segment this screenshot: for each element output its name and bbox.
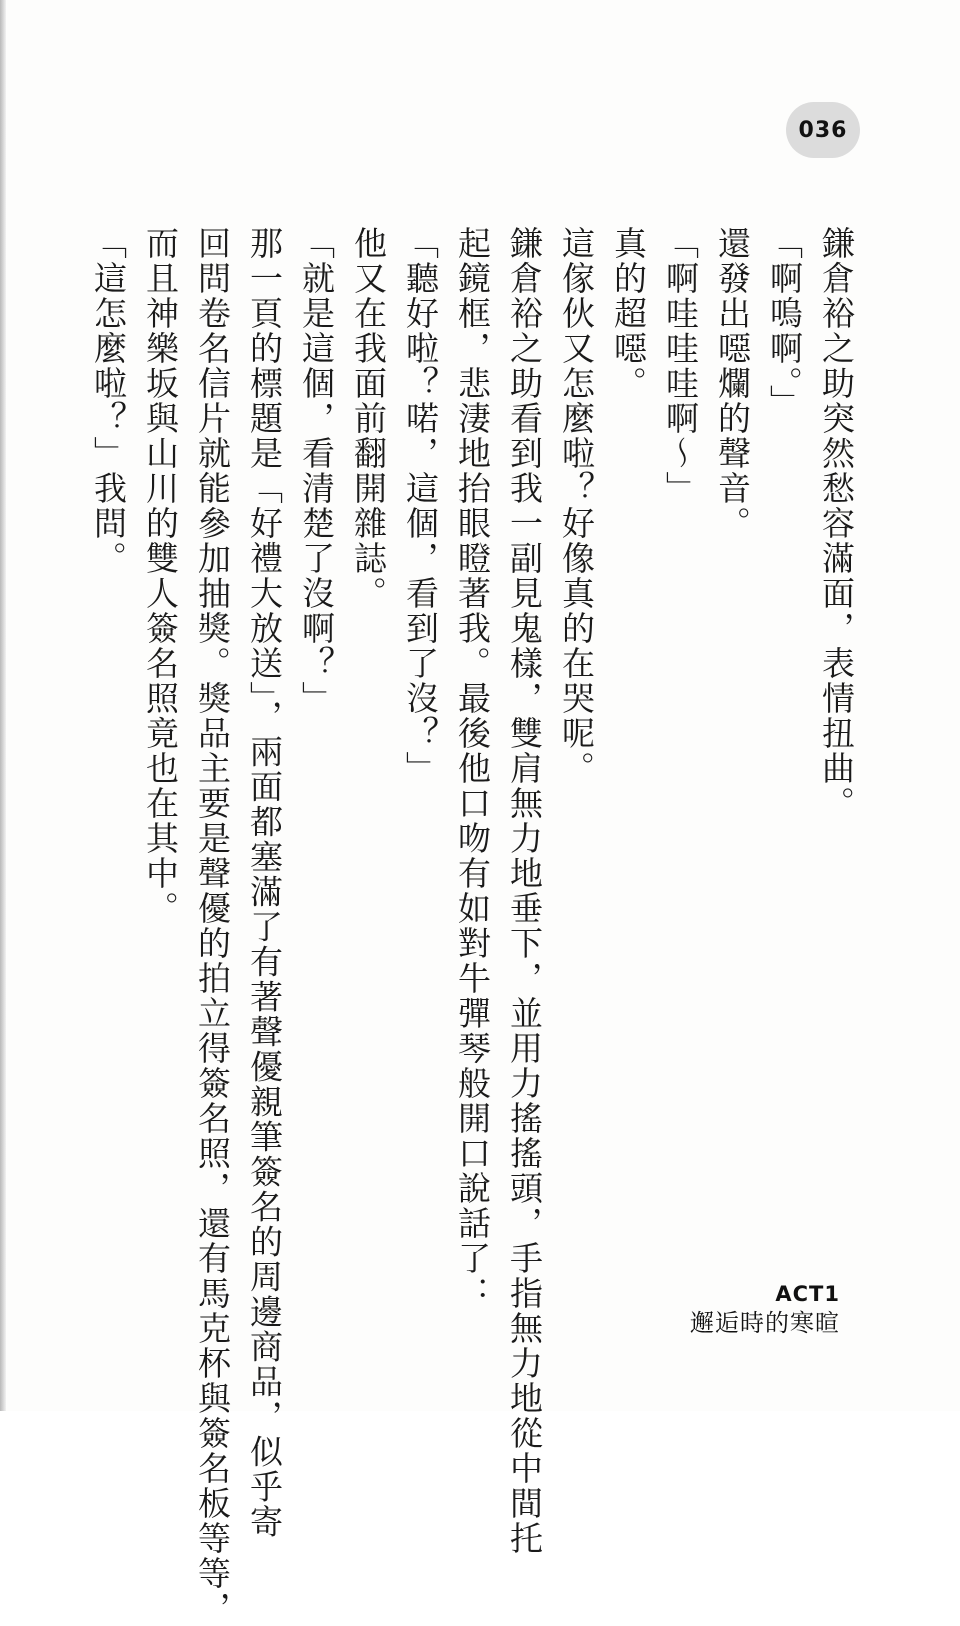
page-number: 036 <box>798 117 848 143</box>
paragraph: 「這怎麼啦？」我問。 <box>89 226 128 576</box>
paragraph: 「啊嗚啊。」 <box>765 226 804 420</box>
paragraph: 回問卷名信片就能參加抽獎。獎品主要是聲優的拍立得簽名照，還有馬克杯與簽名板等等， <box>193 226 232 1626</box>
paragraph: 「就是這個，看清楚了沒啊？」 <box>297 226 336 716</box>
chapter-act-label: ACT1 <box>775 1282 840 1306</box>
paragraph: 「聽好啦？喏，這個，看到了沒？」 <box>401 226 440 786</box>
paragraph: 他又在我面前翻開雜誌。 <box>349 226 388 611</box>
page-number-badge <box>786 102 860 158</box>
vertical-text-body <box>82 226 862 1626</box>
paragraph: 鎌倉裕之助突然愁容滿面，表情扭曲。 <box>817 226 856 821</box>
paragraph: 而且神樂坂與山川的雙人簽名照竟也在其中。 <box>141 226 180 926</box>
paragraph: 還發出噁爛的聲音。 <box>713 226 752 541</box>
paragraph: 起鏡框，悲淒地抬眼瞪著我。最後他口吻有如對牛彈琴般開口說話了： <box>453 226 492 1311</box>
paragraph: 「啊哇哇哇啊～」 <box>661 226 700 506</box>
paragraph: 那一頁的標題是「好禮大放送」，兩面都塞滿了有著聲優親筆簽名的周邊商品，似乎寄 <box>245 226 284 1540</box>
chapter-footer <box>690 1282 840 1340</box>
paragraph: 鎌倉裕之助看到我一副見鬼樣，雙肩無力地垂下，並用力搖搖頭，手指無力地從中間托 <box>505 226 544 1556</box>
page-gutter-shadow <box>0 0 6 1411</box>
paragraph: 這傢伙又怎麼啦？好像真的在哭呢。 <box>557 226 596 786</box>
chapter-title: 邂逅時的寒暄 <box>690 1309 840 1337</box>
paragraph: 真的超噁。 <box>609 226 648 401</box>
